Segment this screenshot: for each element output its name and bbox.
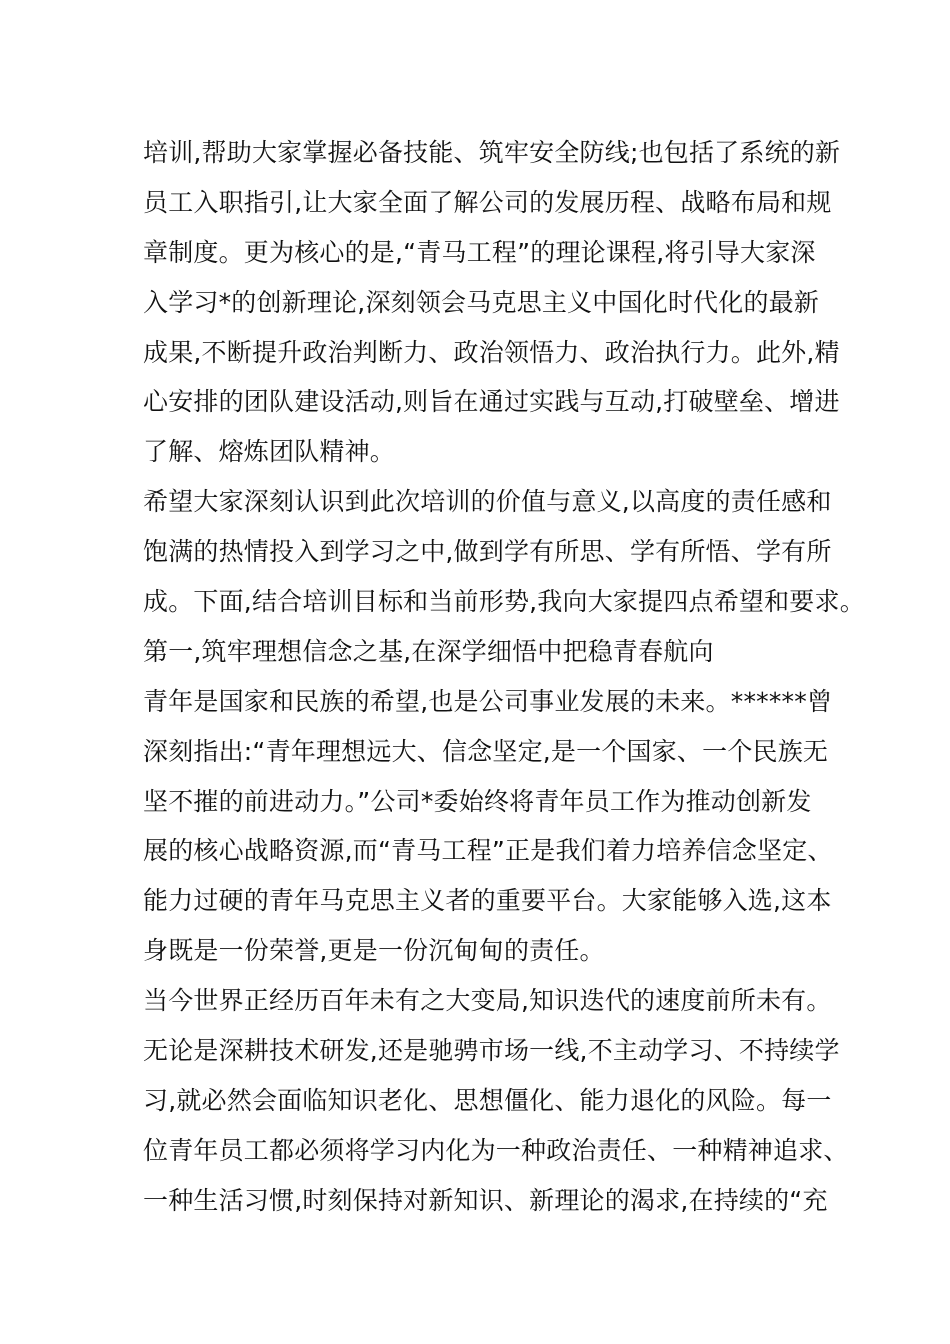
section-heading: 第一,筑牢理想信念之基,在深学细悟中把稳青春航向 [143, 636, 714, 666]
text-line: 青年是国家和民族的希望,也是公司事业发展的未来。******曾 [143, 686, 833, 716]
text-line: 位青年员工都必须将学习内化为一种政治责任、一种精神追求、 [143, 1135, 849, 1165]
text-line: 当今世界正经历百年未有之大变局,知识迭代的速度前所未有。 [143, 986, 832, 1016]
text-line: 无论是深耕技术研发,还是驰骋市场一线,不主动学习、不持续学 [143, 1036, 840, 1066]
text-line: 展的核心战略资源,而“青马工程”正是我们着力培养信念坚定、 [143, 836, 833, 866]
text-line: 希望大家深刻认识到此次培训的价值与意义,以高度的责任感和 [143, 487, 832, 517]
text-line: 深刻指出:“青年理想远大、信念坚定,是一个国家、一个民族无 [143, 736, 829, 766]
text-line: 成。下面,结合培训目标和当前形势,我向大家提四点希望和要求。 [143, 587, 865, 617]
text-line: 了解、熔炼团队精神。 [143, 437, 396, 467]
text-line: 习,就必然会面临知识老化、思想僵化、能力退化的风险。每一 [143, 1085, 832, 1115]
text-line: 成果,不断提升政治判断力、政治领悟力、政治执行力。此外,精 [143, 337, 840, 367]
text-line: 身既是一份荣誉,更是一份沉甸甸的责任。 [143, 936, 605, 966]
text-line: 员工入职指引,让大家全面了解公司的发展历程、战略布局和规 [143, 187, 832, 217]
text-line: 坚不摧的前进动力。”公司*委始终将青年员工作为推动创新发 [143, 786, 812, 816]
text-line: 一种生活习惯,时刻保持对新知识、新理论的渴求,在持续的“充 [143, 1185, 828, 1215]
text-line: 心安排的团队建设活动,则旨在通过实践与互动,打破壁垒、增进 [143, 387, 840, 417]
text-line: 能力过硬的青年马克思主义者的重要平台。大家能够入选,这本 [143, 886, 832, 916]
text-line: 章制度。更为核心的是,“青马工程”的理论课程,将引导大家深 [143, 237, 816, 267]
text-line: 入学习*的创新理论,深刻领会马克思主义中国化时代化的最新 [143, 287, 820, 317]
body-text [143, 128, 865, 1226]
text-line: 饱满的热情投入到学习之中,做到学有所思、学有所悟、学有所 [143, 537, 832, 567]
text-line: 培训,帮助大家掌握必备技能、筑牢安全防线;也包括了系统的新 [143, 138, 841, 167]
